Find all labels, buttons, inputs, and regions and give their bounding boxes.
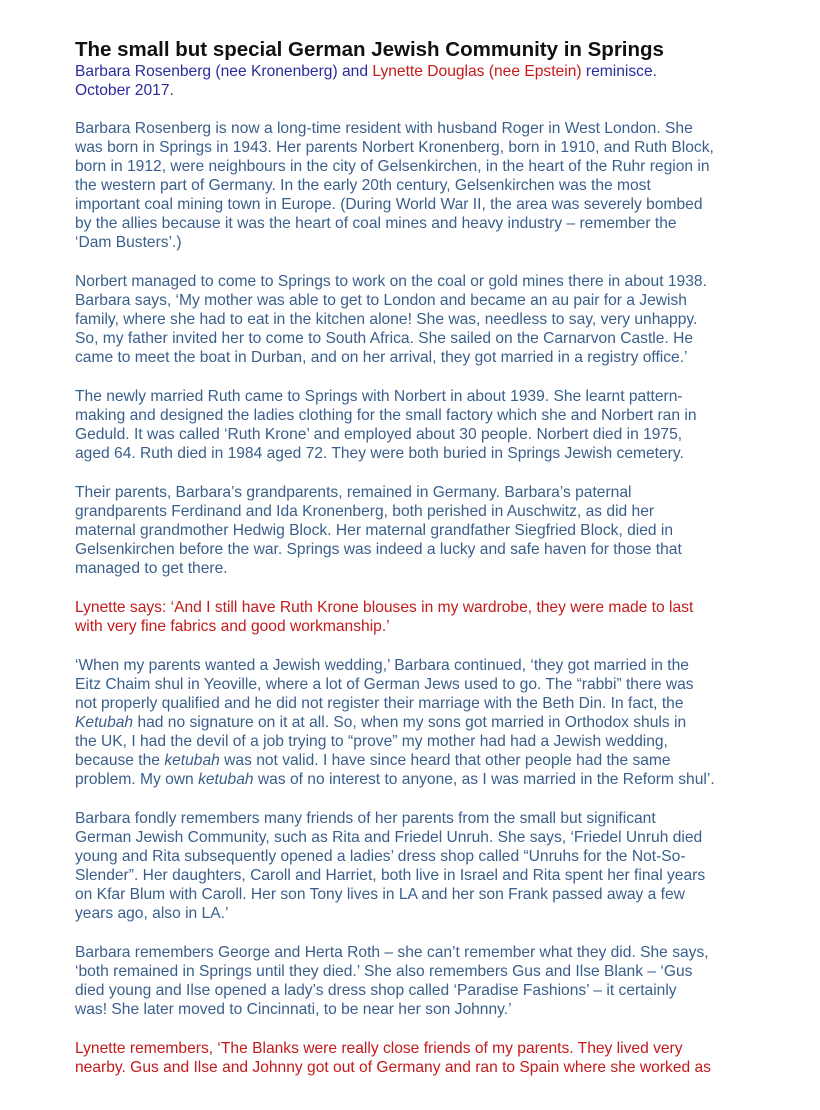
byline-date: October 2017. xyxy=(75,82,174,99)
paragraph-ruth-krone: The newly married Ruth came to Springs with Norbert in about 1939. She learnt pattern- making and designed the ladies clothing for the small factory which she and Norbert ran in Geduld. It was called ‘Ruth Krone’ and employed about 30 people. Norbert died in 1975, aged 64. Ruth died in 1984 aged 72. They were both buried in Springs Jewish cemetery. xyxy=(75,388,697,462)
paragraph-lynette-blouses: Lynette says: ‘And I still have Ruth Krone blouses in my wardrobe, they were made to last with very fine fabrics and good workmanship.’ xyxy=(75,599,694,635)
byline-author-barbara: Barbara Rosenberg (nee Kronenberg) xyxy=(75,63,338,80)
wedding-text-d: was of no interest to anyone, as I was married in the Reform shul’. xyxy=(253,771,715,788)
paragraph-wedding xyxy=(75,656,760,789)
wedding-text-b: had no signature on it at all. So, when my sons got married in Orthodox shuls in the UK, I had the devil of a job trying to “prove” my mother had had a Jewish wedding, because the xyxy=(75,714,687,769)
byline-author-lynette: Lynette Douglas (nee Epstein) xyxy=(372,63,582,80)
paragraph-lynette-blanks: Lynette remembers, ‘The Blanks were really close friends of my parents. They lived very nearby. Gus and Ilse and Johnny got out of Germany and ran to Spain where she worked as xyxy=(75,1040,711,1076)
wedding-text-a: ‘When my parents wanted a Jewish wedding,’ Barbara continued, ‘they got married in the Eitz Chaim shul in Yeoville, where a lot of German Jews used to go. The “rabbi” there was not properly qualified and he did not register their marriage with the Beth Din. In fact, the xyxy=(75,657,694,712)
byline-suffix: reminisce. xyxy=(581,63,657,80)
ketubah-term: ketubah xyxy=(198,771,254,788)
document-title: The small but special German Jewish Community in Springs xyxy=(75,38,664,61)
paragraph-grandparents: Their parents, Barbara’s grandparents, remained in Germany. Barbara’s paternal grandparents Ferdinand and Ida Kronenberg, both perished in Auschwitz, as did her maternal grandmother Hedwig Block. Her maternal grandfather Siegfried Block, died in Gelsenkirchen before the war. Springs was indeed a lucky and safe haven for those that managed to get there. xyxy=(75,484,682,577)
paragraph-unruh-friends: Barbara fondly remembers many friends of her parents from the small but significant German Jewish Community, such as Rita and Friedel Unruh. She says, ‘Friedel Unruh died young and Rita subsequently opened a ladies’ dress shop called “Unruhs for the Not-So- Slender”. Her daughters, Caroll and Harriet, both live in Israel and Rita spent her final years on Kfar Blum with Caroll. Her son Tony lives in LA and her son Frank passed away a few years ago, also in LA.’ xyxy=(75,810,706,922)
byline xyxy=(75,62,760,81)
ketubah-term: ketubah xyxy=(164,752,220,769)
wedding-text-c: was not valid. I have since heard that other people had the same problem. My own xyxy=(75,752,671,788)
ketubah-term: Ketubah xyxy=(75,714,134,731)
paragraph-norbert: Norbert managed to come to Springs to work on the coal or gold mines there in about 1938. Barbara says, ‘My mother was able to get to London and became an au pair for a Jewish family, where she had to eat in the kitchen alone! She was, needless to say, very unhappy. So, my father invited her to come to South Africa. She sailed on the Carnarvon Castle. He came to meet the boat in Durban, and on her arrival, they got married in a registry office.’ xyxy=(75,273,707,366)
byline-connector: and xyxy=(337,63,373,80)
paragraph-roth-blank: Barbara remembers George and Herta Roth – she can’t remember what they did. She says, ‘both remained in Springs until they died.’ She also remembers Gus and Ilse Blank – ‘Gus died young and Ilse opened a lady’s dress shop called ‘Paradise Fashions’ – it certainly was! She later moved to Cincinnati, to be near her son Johnny.’ xyxy=(75,944,709,1018)
paragraph-intro: Barbara Rosenberg is now a long-time resident with husband Roger in West London. She was born in Springs in 1943. Her parents Norbert Kronenberg, born in 1910, and Ruth Block, born in 1912, were neighbours in the city of Gelsenkirchen, in the heart of the Ruhr region in the western part of Germany. In the early 20th century, Gelsenkirchen was the most important coal mining town in Europe. (During World War II, the area was severely bombed by the allies because it was the heart of coal mines and heavy industry – remember the ‘Dam Busters’.) xyxy=(75,120,714,251)
